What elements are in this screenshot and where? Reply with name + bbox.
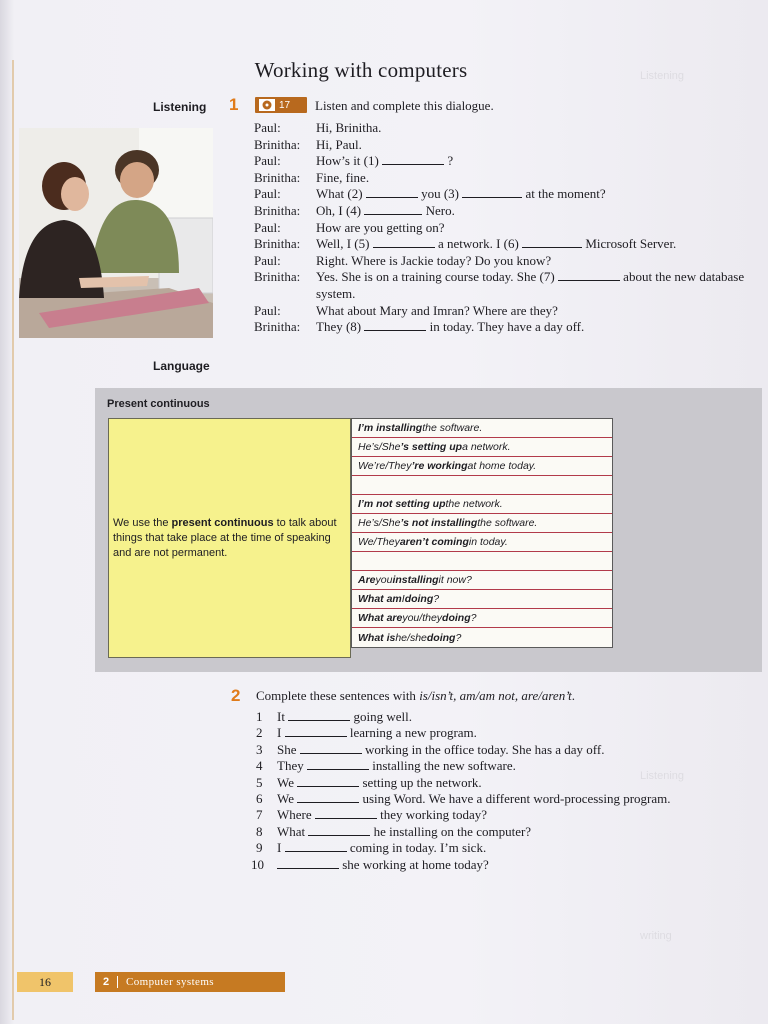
dialogue-line — [254, 170, 754, 187]
audio-track-badge — [255, 97, 307, 113]
item-number: 4 — [256, 758, 263, 774]
cd-icon — [259, 99, 275, 111]
item-text: she working at home today? — [277, 857, 489, 873]
emphasis-text: ’s setting up — [400, 441, 463, 453]
dialogue-line — [254, 220, 754, 237]
speaker-name: Paul: — [254, 153, 281, 169]
item-number: 3 — [256, 741, 263, 757]
dialogue-text: How are you getting on? — [316, 219, 445, 235]
dialogue-text: Hi, Paul. — [316, 136, 362, 152]
item-number: 1 — [256, 709, 263, 724]
office-photo — [19, 128, 213, 338]
dialogue-line — [254, 186, 754, 203]
show-through-text: Listening — [640, 770, 685, 782]
unit-number: 2 — [95, 976, 118, 988]
answer-blank[interactable] — [373, 237, 435, 248]
dialogue-text: Yes. She is on a training course today. She (7) about the new database system. — [316, 269, 745, 301]
emphasis-text: doing — [426, 631, 456, 644]
dialogue-text: What (2) you (3) at the moment? — [316, 186, 606, 202]
emphasis-text: What am — [358, 593, 402, 605]
emphasis-text: doing — [442, 612, 471, 624]
exercise-item — [256, 824, 756, 840]
example-sentence: I’m installing the software. — [352, 419, 612, 438]
dialogue-line — [254, 203, 754, 220]
unit-banner — [95, 972, 285, 992]
item-text: We using Word. We have a different word-processing program. — [277, 791, 671, 807]
dialogue-line — [254, 153, 754, 170]
exercise-item — [256, 775, 756, 791]
exercise-number-1: 1 — [229, 95, 239, 114]
example-sentence: What am I doing ? — [352, 590, 612, 609]
example-sentence: What is he/she doing ? — [358, 631, 462, 644]
answer-blank[interactable] — [300, 743, 362, 754]
item-number: 7 — [256, 807, 263, 823]
emphasis-text: ’s not installing — [400, 517, 478, 529]
section-label-listening: Listening — [153, 100, 207, 114]
exercise-item — [256, 725, 756, 741]
dialogue-text: Hi, Brinitha. — [316, 120, 382, 135]
item-number: 8 — [256, 823, 263, 839]
exercise2-list — [251, 709, 756, 873]
emphasis-text: ’re working — [411, 460, 468, 472]
example-sentence: What are you/they doing ? — [352, 609, 612, 628]
exercise-number-2: 2 — [231, 686, 241, 705]
item-text: What he installing on the computer? — [277, 823, 532, 839]
dialogue-line — [254, 120, 754, 137]
item-text: It going well. — [277, 709, 412, 724]
example-sentence: We’re/They ’re working at home today. — [352, 457, 612, 476]
item-text: Where they working today? — [277, 807, 488, 823]
dialogue-text: How’s it (1) ? — [316, 153, 454, 169]
speaker-name: Brinitha: — [254, 236, 301, 252]
grammar-rule: We use the present continuous to talk about things that take place at the time of speaking and are not permanent. — [113, 517, 337, 559]
answer-blank[interactable] — [288, 710, 350, 721]
item-text: I learning a new program. — [277, 725, 477, 741]
answer-blank[interactable] — [558, 270, 620, 281]
dialogue-line — [254, 319, 754, 336]
item-number: 9 — [256, 840, 263, 856]
item-number: 6 — [256, 791, 263, 807]
emphasis-text: aren’t coming — [399, 536, 469, 548]
item-text: I coming in today. I’m sick. — [277, 840, 487, 856]
answer-blank[interactable] — [522, 237, 582, 248]
dialogue-line — [254, 137, 754, 154]
example-sentence: He’s/She ’s not installing the software. — [352, 514, 612, 533]
dialogue-line — [254, 253, 754, 270]
example-sentence: Are you installing it now? — [352, 571, 612, 590]
answer-blank[interactable] — [277, 858, 339, 869]
item-text: She working in the office today. She has a day off. — [277, 741, 605, 757]
speaker-name: Paul: — [254, 120, 281, 135]
show-through-text: Listening — [640, 70, 685, 82]
item-number: 2 — [256, 725, 263, 741]
speaker-name: Paul: — [254, 186, 281, 202]
example-spacer — [352, 552, 612, 571]
speaker-name: Brinitha: — [254, 319, 301, 335]
item-number: 5 — [256, 774, 263, 790]
dialogue-text: Well, I (5) a network. I (6) Microsoft Server. — [316, 236, 677, 252]
speaker-name: Brinitha: — [254, 136, 301, 152]
emphasis-text: installing — [392, 574, 439, 586]
section-label-language: Language — [153, 359, 210, 373]
emphasis-text: I’m installing — [358, 422, 423, 434]
page-number: 16 — [17, 972, 73, 992]
dialogue-line — [254, 303, 754, 320]
dialogue-text: They (8) in today. They have a day off. — [316, 319, 585, 335]
example-spacer — [352, 476, 612, 495]
emphasis-text: What are — [358, 612, 403, 624]
answer-blank[interactable] — [366, 187, 418, 198]
answer-blank[interactable] — [315, 808, 377, 819]
dialogue-line — [254, 269, 754, 302]
answer-blank[interactable] — [285, 841, 347, 852]
answer-blank[interactable] — [307, 759, 369, 770]
exercise-item — [251, 856, 756, 873]
item-number: 10 — [251, 856, 264, 872]
answer-blank[interactable] — [364, 204, 422, 215]
item-text: They installing the new software. — [277, 758, 516, 774]
italic-text: is/isn’t, am/am not, are/aren’t — [419, 688, 572, 703]
answer-blank[interactable] — [462, 187, 522, 198]
emphasis-text: present continuous — [171, 517, 274, 529]
listening-instruction: Listen and complete this dialogue. — [315, 98, 494, 113]
exercise-item — [256, 709, 756, 725]
dialogue — [254, 120, 754, 336]
answer-blank[interactable] — [382, 154, 444, 165]
track-number: 17 — [279, 99, 291, 111]
answer-blank[interactable] — [285, 726, 347, 737]
show-through-text: writing — [640, 930, 672, 942]
example-sentence: I’m not setting up the network. — [352, 495, 612, 514]
exercise-item — [256, 840, 756, 856]
speaker-name: Paul: — [254, 302, 281, 318]
exercise-item — [256, 791, 756, 807]
dialogue-text: What about Mary and Imran? Where are they? — [316, 302, 558, 318]
emphasis-text: I’m not setting up — [358, 498, 446, 510]
emphasis-text: Are — [358, 574, 376, 586]
speaker-name: Paul: — [254, 252, 281, 268]
grammar-examples-table — [351, 418, 613, 648]
exercise-item — [256, 758, 756, 774]
grammar-box-title: Present continuous — [107, 398, 210, 410]
example-sentence: He’s/She ’s setting up a network. — [352, 438, 612, 457]
dialogue-line — [254, 236, 754, 253]
speaker-name: Brinitha: — [254, 202, 301, 218]
unit-title: Computer systems — [126, 976, 214, 988]
answer-blank[interactable] — [297, 792, 359, 803]
emphasis-text: doing — [404, 593, 434, 605]
binding-edge — [12, 60, 14, 1020]
dialogue-text: Fine, fine. — [316, 169, 370, 185]
dialogue-text: Right. Where is Jackie today? Do you know? — [316, 252, 552, 268]
exercise-item — [256, 742, 756, 758]
dialogue-text: Oh, I (4) Nero. — [316, 202, 455, 218]
emphasis-text: What is — [358, 631, 396, 644]
page-title: Working with computers — [254, 58, 468, 82]
answer-blank[interactable] — [308, 825, 370, 836]
answer-blank[interactable] — [364, 320, 426, 331]
exercise2-instruction: Complete these sentences with is/isn’t, am/am not, are/aren’t. — [256, 688, 575, 703]
speaker-name: Brinitha: — [254, 169, 301, 185]
answer-blank[interactable] — [297, 776, 359, 787]
example-sentence: We/They aren’t coming in today. — [352, 533, 612, 552]
exercise-item — [256, 807, 756, 823]
speaker-name: Brinitha: — [254, 269, 301, 285]
item-text: We setting up the network. — [277, 774, 482, 790]
speaker-name: Paul: — [254, 219, 281, 235]
